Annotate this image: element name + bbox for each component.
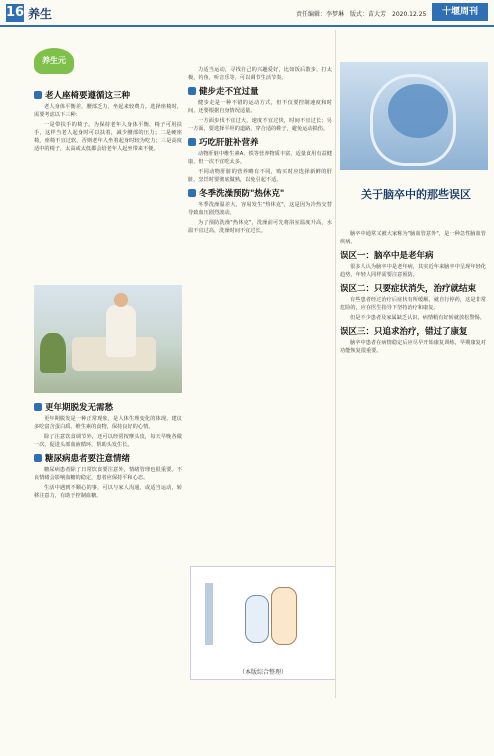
paper-name: 十堰周刊: [432, 3, 488, 21]
paragraph: 脑卒中患者在病情稳定后应尽早开始康复训练，早期康复对功能恢复很重要。: [340, 340, 486, 354]
paragraph: 但是不少患者及家属缺乏认识，病情稍有好转就放松警惕。: [350, 315, 485, 321]
column-divider: [335, 30, 336, 698]
brain-graphic: [388, 84, 448, 138]
paragraph: 为了预防洗澡"热休克"，洗澡前可先将浴室温度升高，水温不宜过高，洗澡时间不宜过长。: [188, 220, 332, 234]
paragraph: 脑卒中通常又被大家称为"脑血管意外"，是一种急性脑血管疾病。: [340, 231, 486, 245]
paragraph: 一是带扶手的椅子。为保持老年人身体平衡，椅子可用扶手，这样当老人起身时可以扶着，减少腰部的压力；二是硬座椅，座椅不宜过软，否则老年人坐着起身时较为吃力；三是高度适中的椅子，太高或太低都会给老年人起坐带来不便。: [34, 122, 182, 152]
article-heading: [188, 136, 332, 148]
paragraph: 不同动物肝脏的营养略有不同，购买时应选择新鲜的肝脏，烹饪时要彻底做熟，以免引起不适。: [188, 169, 332, 183]
column-1-lower: [34, 398, 182, 698]
heading-icon: [188, 87, 196, 95]
cartoon-caption: （本版综合整理）: [238, 669, 287, 676]
paragraph: 老人身体平衡差，腰部乏力，坐起来较费力。选择座椅时，需要考虑以下三种：: [34, 104, 182, 118]
heading-icon: [34, 454, 42, 462]
subheading: [340, 325, 486, 337]
paragraph: 力适当运动，寻找自己的兴趣爱好，比如饭后散步，打太极，钓鱼，听音乐等，可以调节生活节奏。: [188, 67, 332, 81]
heading-text: 更年期脱发无需愁: [45, 403, 114, 413]
figure-graphic: [271, 587, 297, 645]
shower-cartoon: [190, 566, 336, 680]
paragraph: 生活中遇到不顺心的事，可以与家人沟通，或适当运动，转移注意力，有助于控制血糖。: [34, 485, 182, 499]
feature-title: 关于脑卒中的那些误区: [361, 188, 471, 201]
paragraph: 健步走是一种不错的运动方式，但不仅要控制速度和时间，还要根据自身情况适量。: [188, 100, 332, 114]
article-heading: [188, 85, 332, 97]
paragraph: 动物肝脏中维生素A、铁等营养物质丰富，适量食用有益健康，但一次不宜吃太多。: [188, 151, 332, 165]
paragraph: 更年期脱发是一种正常现象，是人体生理变化的体现。建议多吃富含蛋白质、维生素的食物，保持良好的心情。: [34, 416, 182, 430]
page-header: [0, 0, 494, 26]
credits: 责任编辑：李梦琳 版式：苗大芳 2020.12.25: [296, 11, 427, 18]
brain-photo: [340, 62, 488, 170]
shower-graphic: [205, 583, 213, 645]
heading-icon: [34, 403, 42, 411]
article-heading: [188, 187, 332, 199]
article-heading: [34, 89, 182, 101]
heading-text: 巧吃肝脏补营养: [199, 138, 259, 148]
heading-text: 冬季洗澡预防"热休克": [199, 189, 285, 199]
paragraph: 很多人认为脑卒中是老年病，其实近年来脑卒中呈现年轻化趋势，年轻人同样需要注意预防。: [340, 264, 486, 278]
plant-graphic: [40, 333, 66, 373]
paragraph: 糖尿病患者除了日常饮食要注意外，情绪管理也很重要。不良情绪会影响血糖的稳定，患者应保持平和心态。: [34, 467, 182, 481]
paragraph: 一方面步伐不宜过大，速度不宜过快，时间不宜过长；另一方面，要选择平坦的道路，穿合适的鞋子，避免运动损伤。: [188, 118, 332, 132]
article-heading: [34, 452, 182, 464]
subheading-text: 误区二：只要症状消失，治疗就结束: [340, 284, 477, 294]
elderly-man-photo: [34, 285, 182, 393]
subheading-text: 误区三：只追求治疗，错过了康复: [340, 327, 468, 337]
article-heading: [34, 401, 182, 413]
header-rule: [0, 25, 494, 27]
heading-text: 糖尿病患者要注意情绪: [45, 454, 131, 464]
man-graphic: [106, 305, 136, 357]
heading-icon: [188, 189, 196, 197]
column-logo: 养生元: [34, 48, 74, 74]
paragraph: 除了注意饮食调节外，还可以经常按摩头皮，每天早晚各做一次，促进头部血液循环，帮助头发生长。: [34, 434, 182, 448]
page-number: 16: [6, 5, 25, 20]
column-2: [188, 66, 332, 572]
figure-graphic: [245, 595, 269, 643]
heading-icon: [34, 91, 42, 99]
heading-icon: [188, 138, 196, 146]
paragraph: 冬季洗澡温差大，容易发生"热休克"，这是因为冷热交替导致血压剧烈波动。: [188, 202, 332, 216]
subheading-text: 误区一：脑卒中是老年病: [340, 251, 434, 261]
paragraph: 有些患者经过治疗后症状有所缓解，就自行停药，这是非常危险的，应在医生指导下坚持治疗和康复。: [340, 297, 486, 311]
subheading: [340, 282, 486, 294]
subheading: [340, 249, 486, 261]
head-graphic: [114, 293, 128, 307]
section-title: 养生: [28, 7, 53, 21]
heading-text: 老人座椅要遵循这三种: [45, 91, 131, 101]
column-3: [340, 230, 486, 698]
heading-text: 健步走不宜过量: [199, 87, 259, 97]
